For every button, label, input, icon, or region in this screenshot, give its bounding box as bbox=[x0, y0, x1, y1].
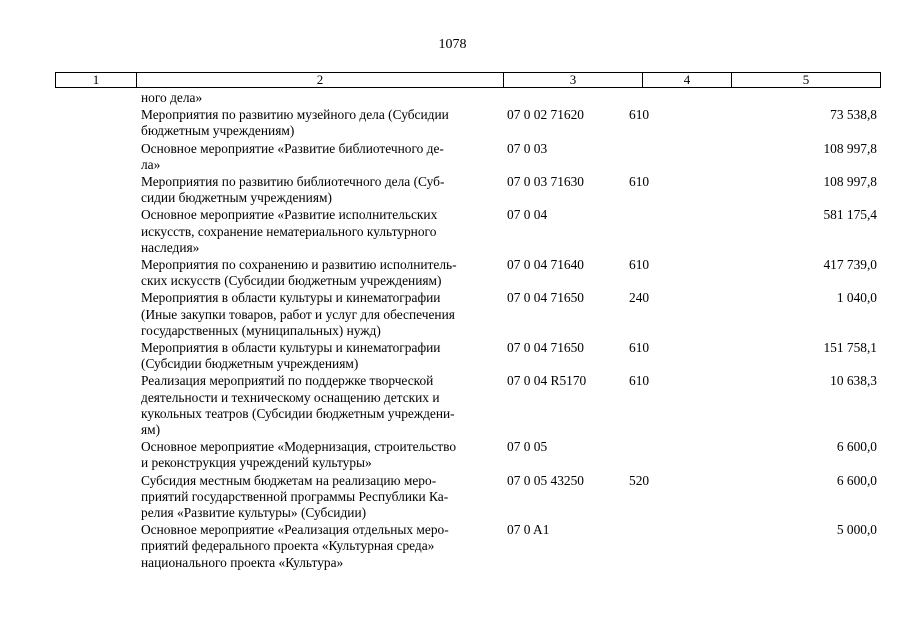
row-code: 07 0 05 43250 bbox=[507, 472, 584, 488]
row-amount: 417 739,0 bbox=[823, 257, 877, 273]
row-amount: 5 000,0 bbox=[836, 522, 877, 538]
row-name: Мероприятия по развитию музейного дела (Субсидии бюджетным учреждениям) bbox=[141, 107, 449, 139]
row-type: 610 bbox=[629, 373, 650, 389]
table-row bbox=[55, 107, 881, 139]
row-amount: 108 997,8 bbox=[823, 140, 877, 156]
row-name: Мероприятия в области культуры и кинематографии (Субсидии бюджетным учреждениям) bbox=[141, 340, 441, 372]
table-row bbox=[55, 174, 881, 206]
table-row bbox=[55, 90, 881, 106]
row-type: 240 bbox=[629, 290, 650, 306]
row-code: 07 0 05 bbox=[507, 439, 548, 455]
row-name: Мероприятия по сохранению и развитию исполнитель- ских искусств (Субсидии бюджетным учреждениям) bbox=[141, 257, 457, 289]
column-header-5: 5 bbox=[732, 73, 881, 88]
row-amount: 151 758,1 bbox=[823, 340, 877, 356]
column-header-row bbox=[56, 73, 881, 88]
table-row bbox=[55, 141, 881, 173]
column-header-3: 3 bbox=[504, 73, 643, 88]
row-type: 520 bbox=[629, 472, 650, 488]
column-header-4: 4 bbox=[643, 73, 732, 88]
table-row bbox=[55, 373, 881, 438]
row-name: Субсидия местным бюджетам на реализацию меро- приятий государственной программы Республики Ка- релия «Развитие культуры» (Субсидии) bbox=[141, 472, 449, 521]
row-code: 07 0 A1 bbox=[507, 522, 550, 538]
row-name: Основное мероприятие «Развитие исполнительских искусств, сохранение нематериального культурного наследия» bbox=[141, 207, 438, 255]
column-header-table bbox=[55, 72, 881, 88]
row-amount: 1 040,0 bbox=[836, 290, 877, 306]
row-code: 07 0 04 71650 bbox=[507, 340, 584, 356]
column-header-2: 2 bbox=[137, 73, 504, 88]
row-amount: 73 538,8 bbox=[830, 107, 877, 123]
row-name: Основное мероприятие «Развитие библиотечного де- ла» bbox=[141, 140, 444, 172]
table-row bbox=[55, 439, 881, 471]
column-header-1: 1 bbox=[56, 73, 137, 88]
row-type: 610 bbox=[629, 340, 650, 356]
row-code: 07 0 04 bbox=[507, 207, 548, 223]
row-name: Мероприятия в области культуры и кинематографии (Иные закупки товаров, работ и услуг для обеспечения государственных (муниципальных) нужд) bbox=[141, 290, 455, 338]
row-type: 610 bbox=[629, 257, 650, 273]
row-code: 07 0 03 71630 bbox=[507, 174, 584, 190]
row-name: Реализация мероприятий по поддержке творческой деятельности и техническому оснащению детских и кукольных театров (Субсидии бюджетным учреждени- ям) bbox=[141, 373, 455, 438]
table-row bbox=[55, 207, 881, 256]
row-code: 07 0 02 71620 bbox=[507, 107, 584, 123]
table-body bbox=[55, 90, 881, 572]
row-amount: 6 600,0 bbox=[836, 472, 877, 488]
row-amount: 581 175,4 bbox=[823, 207, 877, 223]
table-row bbox=[55, 473, 881, 522]
row-code: 07 0 04 71640 bbox=[507, 257, 584, 273]
row-amount: 10 638,3 bbox=[830, 373, 877, 389]
table-row bbox=[55, 290, 881, 339]
table-row bbox=[55, 522, 881, 571]
row-name: Основное мероприятие «Модернизация, строительство и реконструкция учреждений культуры» bbox=[141, 439, 457, 471]
table-row bbox=[55, 257, 881, 289]
row-code: 07 0 04 R5170 bbox=[507, 373, 587, 389]
row-amount: 6 600,0 bbox=[836, 439, 877, 455]
page-number: 1078 bbox=[438, 37, 467, 52]
row-name: Мероприятия по развитию библиотечного дела (Суб- сидии бюджетным учреждениям) bbox=[141, 174, 445, 206]
row-amount: 108 997,8 bbox=[823, 174, 877, 190]
row-name: ного дела» bbox=[141, 90, 203, 105]
table-row bbox=[55, 340, 881, 372]
row-type: 610 bbox=[629, 107, 650, 123]
row-code: 07 0 03 bbox=[507, 140, 548, 156]
row-code: 07 0 04 71650 bbox=[507, 290, 584, 306]
row-name: Основное мероприятие «Реализация отдельных меро- приятий федерального проекта «Культурная среда» национального проекта «Культура» bbox=[141, 522, 449, 570]
row-type: 610 bbox=[629, 174, 650, 190]
